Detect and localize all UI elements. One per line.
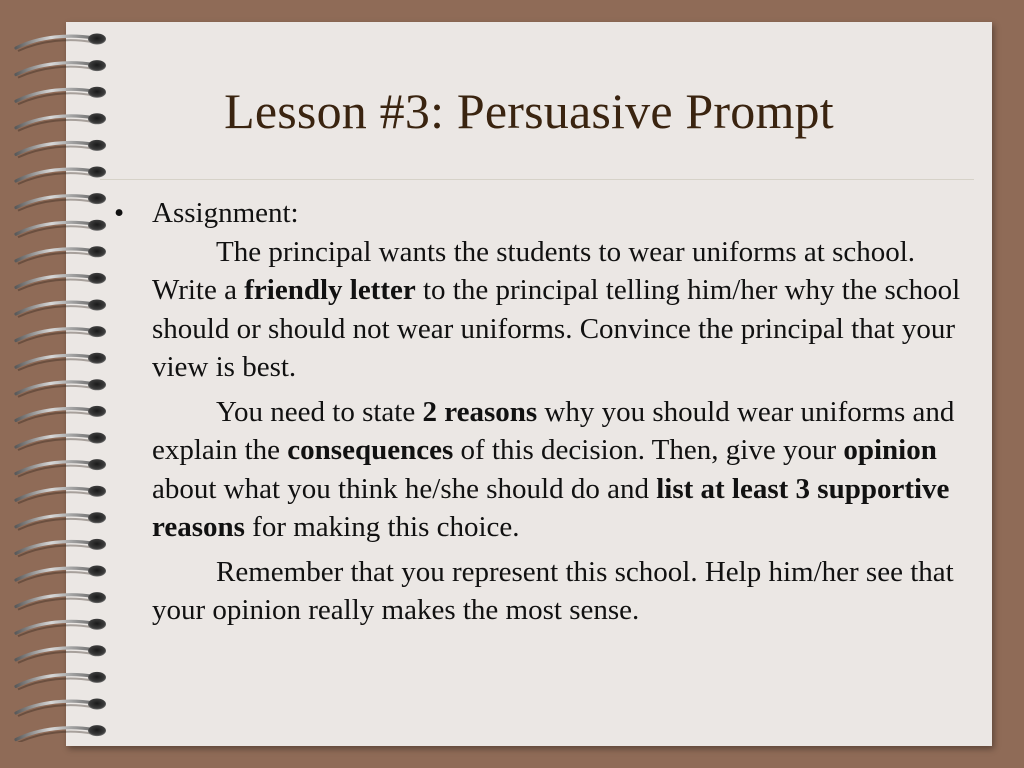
spiral-coil (16, 566, 106, 584)
body-text: why you should wear uniforms and explain the (152, 395, 955, 466)
spiral-coil (16, 459, 106, 477)
emphasis-text: friendly letter (244, 274, 416, 306)
spiral-coil (16, 60, 106, 78)
spiral-coil (16, 220, 106, 238)
spiral-coil (16, 512, 106, 530)
paragraph-assignment (106, 233, 966, 387)
body-text: for making this choice. (244, 511, 520, 543)
spiral-coil (16, 353, 106, 371)
spiral-coil (16, 379, 106, 397)
paragraph-requirements (106, 393, 966, 547)
body-text: You need to state (216, 395, 423, 428)
spiral-coil (16, 34, 106, 52)
emphasis-text: list at least 3 supportive reasons (152, 472, 950, 543)
spiral-coil (16, 326, 106, 344)
paragraph-reminder (106, 553, 966, 630)
body-text: to the principal telling him/her why the school should or should not wear uniforms. Convince the principal that your view is best. (152, 274, 961, 383)
spiral-coil (16, 273, 106, 291)
bullet-marker: • (114, 197, 125, 229)
emphasis-text: opinion (843, 434, 937, 466)
spiral-coil (16, 539, 106, 557)
title-divider (100, 179, 974, 180)
spiral-coil (16, 725, 106, 742)
bullet-label: Assignment: (152, 197, 299, 229)
spiral-coil (16, 300, 106, 318)
body-text: of this decision. Then, give your (453, 434, 844, 466)
spiral-coil (16, 193, 106, 211)
spiral-coil (16, 672, 106, 690)
spiral-coil (16, 592, 106, 610)
spiral-coil (16, 433, 106, 451)
spiral-coil (16, 645, 106, 663)
spiral-coil (16, 406, 106, 424)
slide-body (106, 194, 966, 630)
spiral-coil (16, 699, 106, 717)
spiral-coil (16, 167, 106, 185)
spiral-coil (16, 140, 106, 158)
bullet-item (106, 194, 966, 233)
emphasis-text: consequences (287, 434, 454, 466)
emphasis-text: 2 reasons (422, 395, 538, 428)
slide-title: Lesson #3: Persuasive Prompt (224, 83, 834, 139)
body-text: Remember that you represent this school. Help him/her see that your opinion really makes the most sense. (152, 555, 954, 626)
body-text: about what you think he/she should do and (152, 472, 657, 505)
body-text: The principal wants the students to wear uniforms at school. Write a (152, 235, 916, 306)
spiral-coil (16, 486, 106, 504)
spiral-coil (16, 246, 106, 263)
spiral-coil (16, 619, 106, 637)
